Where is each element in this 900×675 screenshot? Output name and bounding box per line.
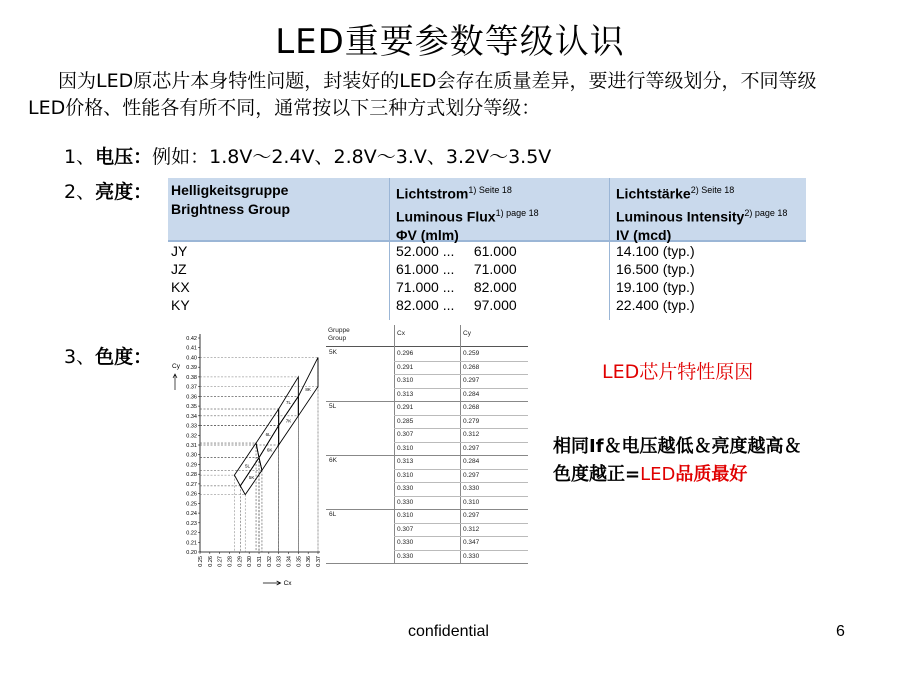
table-rule xyxy=(394,482,528,483)
color-cell-cy: 0.330 xyxy=(463,485,480,492)
col2-line2: Luminous Flux$^{1) page 18}$ xyxy=(396,207,539,225)
color-cell-cy: 0.268 xyxy=(463,404,480,411)
table-rule xyxy=(326,346,528,347)
x-tick-label: 0.32 xyxy=(266,556,273,567)
callout-line2: 色度越正=LED品质最好 xyxy=(553,464,748,485)
col1-line1: Helligkeitsgruppe xyxy=(171,182,289,198)
y-arrow-icon xyxy=(173,374,177,390)
color-cell-cx: 0.330 xyxy=(397,539,414,546)
x-axis-label: Cx xyxy=(283,580,292,587)
y-tick-label: 0.38 xyxy=(186,374,197,381)
col2-line3: ΦV (mlm) xyxy=(396,227,459,244)
item-voltage-num: 1、 xyxy=(64,146,96,168)
page-number: 6 xyxy=(836,623,845,640)
callout-quality xyxy=(553,433,802,489)
table-rule xyxy=(394,361,528,362)
color-cell-cx: 0.307 xyxy=(397,431,414,438)
color-group-name: 6K xyxy=(329,457,337,464)
brightness-cell-intensity: 16.500 (typ.) xyxy=(616,261,695,277)
region-label: 6L xyxy=(265,431,271,437)
table-divider xyxy=(609,178,610,320)
brightness-cell-intensity: 19.100 (typ.) xyxy=(616,279,695,295)
color-group-name: 6L xyxy=(329,511,337,518)
region-label: 8K xyxy=(305,387,311,393)
y-tick-label: 0.25 xyxy=(186,501,197,508)
x-tick-label: 0.30 xyxy=(247,556,254,567)
region-label: 5L xyxy=(244,463,250,469)
color-cell-cx: 0.310 xyxy=(397,377,414,384)
color-table-header: Cy xyxy=(463,330,471,337)
color-table-header: Cx xyxy=(397,330,405,337)
brightness-cell-group: JY xyxy=(171,243,188,259)
y-tick-label: 0.22 xyxy=(186,530,197,537)
color-cell-cy: 0.284 xyxy=(463,458,480,465)
table-rule xyxy=(326,455,528,456)
col1-line2: Brightness Group xyxy=(171,201,291,217)
brightness-cell-flux: 82.000 ... 97.000 xyxy=(396,297,517,313)
item-brightness xyxy=(64,177,152,204)
y-axis-label: Cy xyxy=(172,363,180,370)
y-tick-label: 0.37 xyxy=(186,384,197,391)
y-tick-label: 0.35 xyxy=(186,404,197,411)
col2-line1: Lichtstrom$^{1) Seite 18}$ xyxy=(396,185,512,202)
color-cell-cy: 0.297 xyxy=(463,444,480,452)
page-title: LED重要参数等级认识 xyxy=(275,22,625,62)
color-cell-cy: 0.297 xyxy=(463,471,480,479)
col-luminous-flux xyxy=(396,181,539,245)
brightness-cell-group: JZ xyxy=(171,261,187,277)
x-tick-label: 0.36 xyxy=(306,556,313,567)
color-cell-cx: 0.310 xyxy=(397,444,414,452)
brightness-cell-flux: 52.000 ... 61.000 xyxy=(396,243,517,259)
col-luminous-intensity xyxy=(616,181,787,245)
brightness-cell-group: KY xyxy=(171,297,190,313)
x-tick-label: 0.33 xyxy=(276,556,283,567)
table-rule xyxy=(394,415,528,416)
y-tick-label: 0.23 xyxy=(186,520,197,527)
table-rule xyxy=(394,496,528,497)
y-tick-label: 0.33 xyxy=(186,423,197,430)
y-tick-label: 0.34 xyxy=(186,413,197,420)
y-tick-label: 0.41 xyxy=(186,345,197,352)
item-chromaticity-num: 3、 xyxy=(64,346,96,368)
y-tick-label: 0.20 xyxy=(186,550,197,556)
y-tick-label: 0.32 xyxy=(186,433,197,440)
color-cell-cx: 0.291 xyxy=(397,404,414,411)
y-tick-label: 0.21 xyxy=(186,540,197,547)
color-cell-cx: 0.296 xyxy=(397,350,414,357)
table-rule xyxy=(326,563,528,564)
x-tick-label: 0.34 xyxy=(286,556,293,567)
col3-line3: IV (mcd) xyxy=(616,227,672,244)
col-brightness-group xyxy=(171,181,290,219)
y-tick-label: 0.39 xyxy=(186,365,197,372)
color-cell-cx: 0.313 xyxy=(397,458,414,465)
table-rule xyxy=(394,536,528,537)
x-tick-label: 0.31 xyxy=(257,556,263,567)
region-label: 7L xyxy=(285,399,292,405)
chromaticity-chart xyxy=(160,330,325,587)
color-cell-cy: 0.279 xyxy=(463,417,480,425)
table-rule xyxy=(394,469,528,470)
color-cell-cy: 0.330 xyxy=(463,552,480,560)
x-tick-label: 0.28 xyxy=(227,556,234,567)
table-rule xyxy=(394,442,528,443)
color-cell-cy: 0.347 xyxy=(463,539,480,546)
color-cell-cx: 0.285 xyxy=(397,417,414,425)
item-voltage-label: 电压： xyxy=(95,146,153,168)
color-cell-cy: 0.268 xyxy=(463,363,480,371)
region-label: 6K xyxy=(266,447,273,453)
x-tick-label: 0.35 xyxy=(296,556,303,567)
y-tick-label: 0.40 xyxy=(186,355,197,362)
color-cell-cy: 0.284 xyxy=(463,390,480,398)
table-rule xyxy=(394,374,528,375)
item-voltage-text: 例如：1.8V～2.4V、2.8V～3.V、3.2V～3.5V xyxy=(152,146,552,168)
color-cell-cx: 0.307 xyxy=(397,525,414,533)
col3-line1: Lichtstärke$^{2) Seite 18}$ xyxy=(616,185,735,202)
color-table-header: Gruppe Group xyxy=(328,327,350,342)
x-tick-label: 0.27 xyxy=(217,556,224,567)
region-label: 5K xyxy=(248,475,255,481)
table-rule xyxy=(394,428,528,429)
callout-line1: 相同If＆电压越低＆亮度越高＆ xyxy=(553,436,802,457)
x-tick-label: 0.37 xyxy=(316,556,322,567)
table-rule xyxy=(394,550,528,551)
y-tick-label: 0.42 xyxy=(186,336,197,342)
callout-chip-reason: LED芯片特性原因 xyxy=(602,361,754,383)
color-cell-cy: 0.312 xyxy=(463,525,480,533)
item-brightness-num: 2、 xyxy=(64,181,96,203)
color-cell-cx: 0.330 xyxy=(397,485,414,492)
y-tick-label: 0.36 xyxy=(186,394,197,401)
color-cell-cy: 0.310 xyxy=(463,498,480,506)
y-tick-label: 0.30 xyxy=(186,452,197,459)
y-tick-label: 0.24 xyxy=(186,511,197,518)
brightness-cell-intensity: 14.100 (typ.) xyxy=(616,243,695,259)
table-rule xyxy=(394,523,528,524)
footer-confidential: confidential xyxy=(408,623,489,640)
item-voltage xyxy=(64,142,551,169)
color-cell-cy: 0.312 xyxy=(463,431,480,438)
table-divider xyxy=(389,178,390,320)
color-cell-cy: 0.297 xyxy=(463,377,480,384)
color-cell-cy: 0.259 xyxy=(463,350,480,357)
color-cell-cx: 0.310 xyxy=(397,471,414,479)
x-tick-label: 0.25 xyxy=(198,556,204,567)
y-tick-label: 0.27 xyxy=(186,481,197,488)
color-cell-cx: 0.310 xyxy=(397,512,414,519)
item-brightness-label: 亮度： xyxy=(95,181,153,203)
intro-paragraph: 因为LED原芯片本身特性问题，封装好的LED会存在质量差异，要进行等级划分，不同等级LED价格、性能各有所不同，通常按以下三种方式划分等级： xyxy=(28,70,817,119)
item-chromaticity xyxy=(64,342,152,369)
brightness-cell-intensity: 22.400 (typ.) xyxy=(616,297,695,313)
table-rule xyxy=(394,388,528,389)
x-arrow-icon xyxy=(263,581,281,585)
color-cell-cy: 0.297 xyxy=(463,512,480,519)
color-cell-cx: 0.330 xyxy=(397,552,414,560)
table-rule xyxy=(326,509,528,510)
y-tick-label: 0.28 xyxy=(186,472,197,479)
color-group-table xyxy=(326,325,528,565)
color-cell-cx: 0.291 xyxy=(397,363,414,371)
brightness-cell-flux: 61.000 ... 71.000 xyxy=(396,261,517,277)
color-group-name: 5L xyxy=(329,403,337,410)
x-tick-label: 0.26 xyxy=(207,556,214,567)
color-cell-cx: 0.313 xyxy=(397,390,414,398)
col3-line2: Luminous Intensity$^{2) page 18}$ xyxy=(616,207,788,225)
region-label: 7K xyxy=(285,418,292,424)
y-tick-label: 0.26 xyxy=(186,491,197,498)
brightness-cell-group: KX xyxy=(171,279,190,295)
table-rule xyxy=(326,401,528,402)
y-tick-label: 0.31 xyxy=(186,443,197,449)
color-group-name: 5K xyxy=(329,349,337,356)
brightness-cell-flux: 71.000 ... 82.000 xyxy=(396,279,517,295)
color-cell-cx: 0.330 xyxy=(397,498,414,506)
item-chromaticity-label: 色度： xyxy=(95,346,153,368)
x-tick-label: 0.29 xyxy=(237,556,244,567)
y-tick-label: 0.29 xyxy=(186,462,197,469)
